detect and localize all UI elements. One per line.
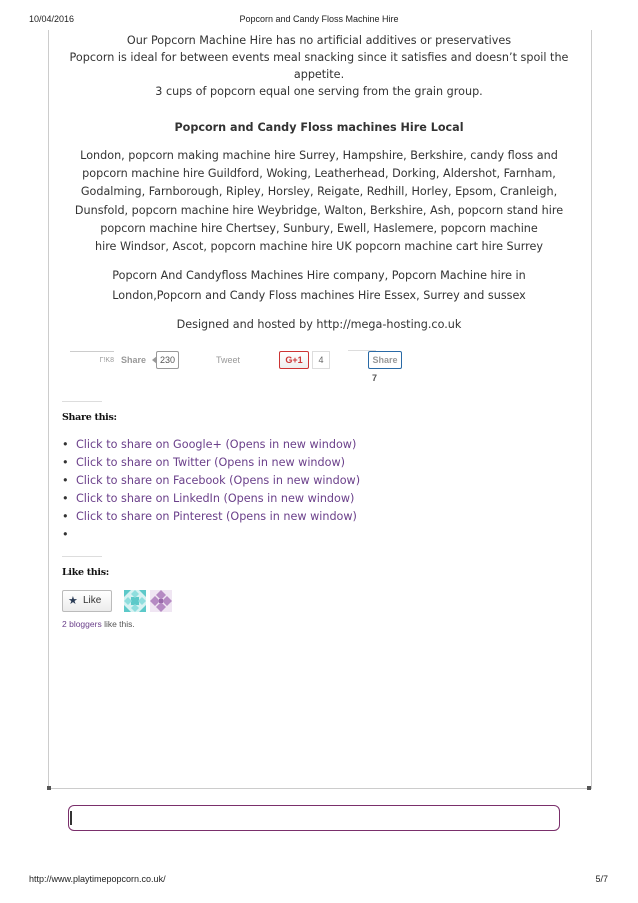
facebook-share-count: 230 bbox=[156, 351, 179, 369]
bloggers-like-text bbox=[62, 619, 135, 629]
page-number: 5/7 bbox=[595, 874, 608, 884]
mega-hosting-link[interactable]: http://mega-hosting.co.uk bbox=[316, 318, 462, 331]
bloggers-link[interactable]: 2 bloggers bbox=[62, 619, 102, 629]
print-title: Popcorn and Candy Floss Machine Hire bbox=[239, 14, 399, 24]
facebook-like-widget[interactable]: Γ!Κ8 bbox=[70, 351, 114, 370]
intro-line: appetite. bbox=[293, 68, 345, 81]
like-button[interactable] bbox=[62, 590, 112, 612]
designed-by-prefix: Designed and hosted by bbox=[176, 318, 317, 331]
search-input[interactable] bbox=[68, 805, 560, 831]
company-line: Popcorn And Candyfloss Machines Hire company, Popcorn Machine hire in bbox=[112, 269, 526, 282]
blogger-avatar-identicon[interactable] bbox=[124, 590, 146, 612]
list-item bbox=[62, 472, 360, 490]
intro-line: Our Popcorn Machine Hire has no artificial additives or preservatives bbox=[126, 34, 512, 47]
frame-corner-left bbox=[47, 786, 51, 790]
intro-line: 3 cups of popcorn equal one serving from the grain group. bbox=[155, 85, 483, 98]
bloggers-suffix: like this. bbox=[101, 619, 135, 629]
print-date: 10/04/2016 bbox=[29, 14, 75, 24]
list-item bbox=[62, 436, 360, 454]
google-plus-button[interactable]: G+1 bbox=[279, 351, 309, 369]
social-share-bar bbox=[50, 351, 588, 391]
share-pinterest-link[interactable]: Click to share on Pinterest (Opens in new window) bbox=[76, 510, 357, 523]
local-line: Godalming, Farnborough, Ripley, Horsley, Reigate, Redhill, Horley, Epsom, Cranleigh, bbox=[80, 185, 558, 199]
local-line: popcorn machine hire Chertsey, Sunbury, Ewell, Haslemere, popcorn machine bbox=[100, 221, 538, 235]
list-item bbox=[62, 508, 360, 526]
local-line: popcorn machine hire Guildford, Woking, Leatherhead, Dorking, Aldershot, Farnham, bbox=[82, 167, 556, 181]
share-this-heading: Share this: bbox=[62, 412, 117, 423]
local-line: Dunsfold, popcorn machine hire Weybridge, Walton, Berkshire, Ash, popcorn stand hire bbox=[74, 203, 564, 217]
star-icon: ★ bbox=[68, 595, 78, 607]
share-links-list bbox=[62, 436, 360, 544]
share-google-plus-link[interactable]: Click to share on Google+ (Opens in new window) bbox=[76, 438, 357, 451]
local-line: London, popcorn making machine hire Surrey, Hampshire, Berkshire, candy floss and bbox=[80, 149, 558, 162]
list-item-empty bbox=[62, 526, 360, 544]
share-facebook-link[interactable]: Click to share on Facebook (Opens in new window) bbox=[76, 474, 361, 487]
text-caret bbox=[70, 811, 72, 825]
company-text bbox=[50, 266, 588, 306]
local-areas-text bbox=[50, 147, 588, 256]
facebook-share-button[interactable]: Share bbox=[121, 355, 147, 365]
print-url: http://www.playtimepopcorn.co.uk/ bbox=[29, 874, 166, 884]
content-frame bbox=[48, 30, 592, 789]
list-item bbox=[62, 454, 360, 472]
google-plus-count: 4 bbox=[312, 351, 330, 369]
blogger-avatar-identicon[interactable] bbox=[150, 590, 172, 612]
local-line: hire Windsor, Ascot, popcorn machine hire UK popcorn machine cart hire Surrey bbox=[95, 240, 543, 254]
company-line: London,Popcorn and Candy Floss machines Hire Essex, Surrey and sussex bbox=[112, 289, 526, 302]
share-linkedin-link[interactable]: Click to share on LinkedIn (Opens in new window) bbox=[76, 492, 355, 505]
like-button-label: Like bbox=[83, 595, 102, 606]
frame-corner-right bbox=[587, 786, 591, 790]
divider bbox=[62, 401, 102, 402]
linkedin-share-count: 7 bbox=[372, 373, 378, 383]
linkedin-share-button[interactable]: Share bbox=[368, 351, 402, 369]
intro-text bbox=[50, 32, 588, 100]
intro-line: Popcorn is ideal for between events meal snacking since it satisfies and doesn’t spoil the bbox=[69, 51, 569, 64]
tweet-button[interactable]: Tweet bbox=[216, 355, 241, 365]
designed-by bbox=[50, 316, 588, 333]
divider bbox=[62, 556, 102, 557]
like-this-heading: Like this: bbox=[62, 567, 109, 578]
share-twitter-link[interactable]: Click to share on Twitter (Opens in new window) bbox=[76, 456, 345, 469]
local-heading: Popcorn and Candy Floss machines Hire Local bbox=[174, 121, 464, 134]
list-item bbox=[62, 490, 360, 508]
